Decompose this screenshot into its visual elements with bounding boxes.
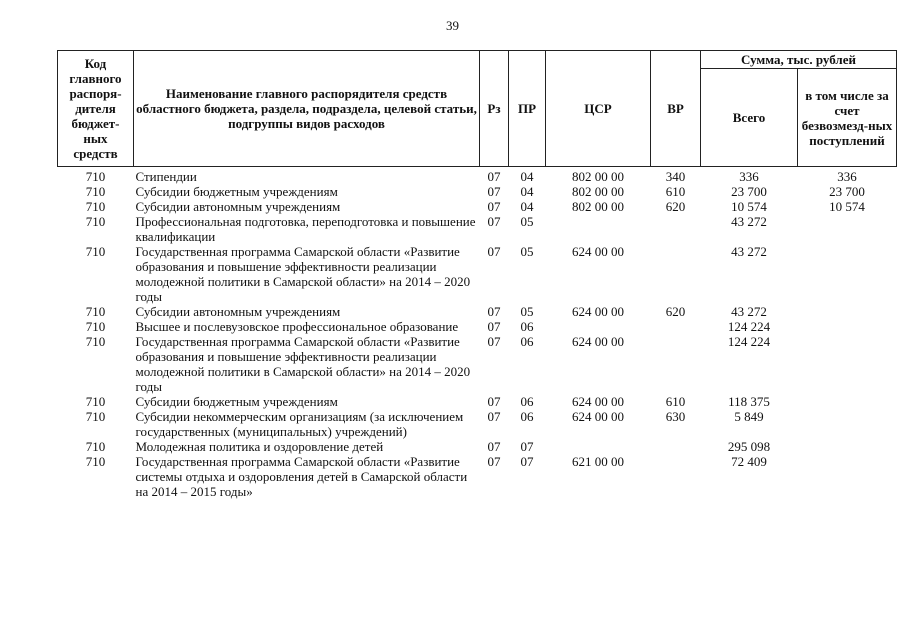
cell-vr [651,334,701,394]
cell-rz: 07 [487,214,501,229]
cell-csr: 802 00 00 [572,169,624,184]
cell-csr: 802 00 00 [572,199,624,214]
cell-csr: 624 00 00 [572,394,624,409]
cell-free: 10 574 [829,199,865,214]
page-number: 39 [446,18,459,33]
header-pr: ПР [509,51,546,167]
cell-vr [651,319,701,334]
table-row [58,199,897,214]
cell-rz: 07 [487,319,501,334]
cell-total: 118 375 [728,394,770,409]
cell-pr: 06 [520,394,534,409]
cell-total: 124 224 [727,319,771,334]
header-csr: ЦСР [546,51,651,167]
table-row [58,184,897,199]
cell-name: Профессиональная подготовка, переподготовка и повышение квалификации [135,214,476,244]
cell-name: Субсидии некоммерческим организациям (за исключением государственных (муниципальных) учреждений) [135,409,464,439]
cell-pr: 06 [520,319,534,334]
cell-free [798,304,897,319]
cell-free [798,319,897,334]
cell-free [798,439,897,454]
header-rz: Рз [480,51,509,167]
cell-csr [546,214,651,244]
cell-rz: 07 [487,334,501,349]
cell-code: 710 [85,454,106,469]
cell-total: 43 272 [731,304,767,319]
table-row [58,409,897,439]
cell-total: 124 224 [727,334,771,349]
cell-name: Высшее и послевузовское профессиональное образование [135,319,459,334]
cell-free [798,214,897,244]
table-body [58,167,897,500]
cell-vr: 610 [665,394,686,409]
cell-vr: 630 [665,409,686,424]
cell-pr: 05 [520,214,534,229]
cell-rz: 07 [487,304,501,319]
cell-code: 710 [85,394,106,409]
table-row [58,439,897,454]
cell-csr [546,319,651,334]
cell-total: 5 849 [734,409,764,424]
cell-free [798,454,897,499]
cell-vr [651,439,701,454]
cell-free: 23 700 [829,184,865,199]
cell-name: Государственная программа Самарской области «Развитие образования и повышение эффективности реализации молодежной политики в Самарской области» на 2014 – 2020 годы [135,244,471,304]
cell-pr: 06 [520,334,534,349]
cell-pr: 05 [520,244,534,259]
cell-vr: 340 [665,169,686,184]
cell-free [798,394,897,409]
cell-csr: 624 00 00 [572,304,624,319]
table-row [58,394,897,409]
header-vr: ВР [651,51,701,167]
cell-rz: 07 [487,184,501,199]
cell-code: 710 [85,409,106,424]
cell-rz: 07 [487,199,501,214]
cell-pr: 04 [520,169,534,184]
cell-pr: 04 [520,184,534,199]
cell-rz: 07 [487,454,501,469]
cell-code: 710 [85,184,106,199]
cell-name: Стипендии [135,169,197,184]
cell-free: 336 [837,169,857,184]
header-name: Наименование главного распорядителя средств областного бюджета, раздела, подраздела, целевой статьи, подгруппы видов расходов [134,51,480,167]
cell-csr: 621 00 00 [572,454,624,469]
budget-table [57,50,897,499]
cell-csr [546,439,651,454]
cell-code: 710 [85,244,106,259]
cell-csr: 624 00 00 [572,409,624,424]
cell-total: 43 272 [731,244,767,259]
cell-name: Субсидии бюджетным учреждениям [135,394,338,409]
cell-rz: 07 [487,244,501,259]
cell-code: 710 [85,334,106,349]
cell-csr: 802 00 00 [572,184,624,199]
cell-pr: 07 [520,439,534,454]
cell-vr: 610 [665,184,686,199]
cell-csr: 624 00 00 [572,244,624,259]
cell-total: 295 098 [727,439,771,454]
cell-pr: 06 [520,409,534,424]
cell-csr: 624 00 00 [572,334,624,349]
cell-total: 72 409 [731,454,767,469]
table-header [58,51,897,167]
header-sum-group: Сумма, тыс. рублей [701,51,897,69]
cell-total: 10 574 [731,199,767,214]
cell-total: 336 [739,169,759,184]
cell-vr: 620 [665,199,686,214]
cell-code: 710 [85,214,106,229]
cell-vr [651,214,701,244]
cell-rz: 07 [487,439,501,454]
cell-code: 710 [85,439,106,454]
table-row [58,334,897,394]
cell-rz: 07 [487,169,501,184]
cell-code: 710 [85,169,106,184]
cell-pr: 05 [520,304,534,319]
cell-code: 710 [85,304,106,319]
cell-vr [651,454,701,499]
cell-total: 43 272 [731,214,767,229]
header-total: Всего [701,69,798,167]
table-row [58,214,897,244]
table-row [58,244,897,304]
cell-code: 710 [85,199,106,214]
cell-name: Субсидии автономным учреждениям [135,199,341,214]
cell-rz: 07 [487,394,501,409]
cell-pr: 07 [520,454,534,469]
cell-name: Субсидии автономным учреждениям [135,304,341,319]
table-row [58,304,897,319]
cell-free [798,409,897,439]
table-row [58,167,897,185]
cell-code: 710 [85,319,106,334]
cell-name: Молодежная политика и оздоровление детей [135,439,384,454]
cell-vr: 620 [665,304,686,319]
table-row [58,319,897,334]
cell-rz: 07 [487,409,501,424]
cell-name: Субсидии бюджетным учреждениям [135,184,338,199]
cell-free [798,244,897,304]
cell-pr: 04 [520,199,534,214]
cell-vr [651,244,701,304]
cell-total: 23 700 [731,184,767,199]
cell-free [798,334,897,394]
table-row [58,454,897,499]
cell-name: Государственная программа Самарской области «Развитие образования и повышение эффективности реализации молодежной политики в Самарской области» на 2014 – 2020 годы [135,334,471,394]
cell-name: Государственная программа Самарской области «Развитие системы отдыха и оздоровления детей в Самарской области на 2014 – 2015 годы» [135,454,468,499]
header-code: Код главного распоря-дителя бюджет-ных средств [58,51,134,167]
header-free: в том числе за счет безвозмезд-ных поступлений [798,69,897,167]
